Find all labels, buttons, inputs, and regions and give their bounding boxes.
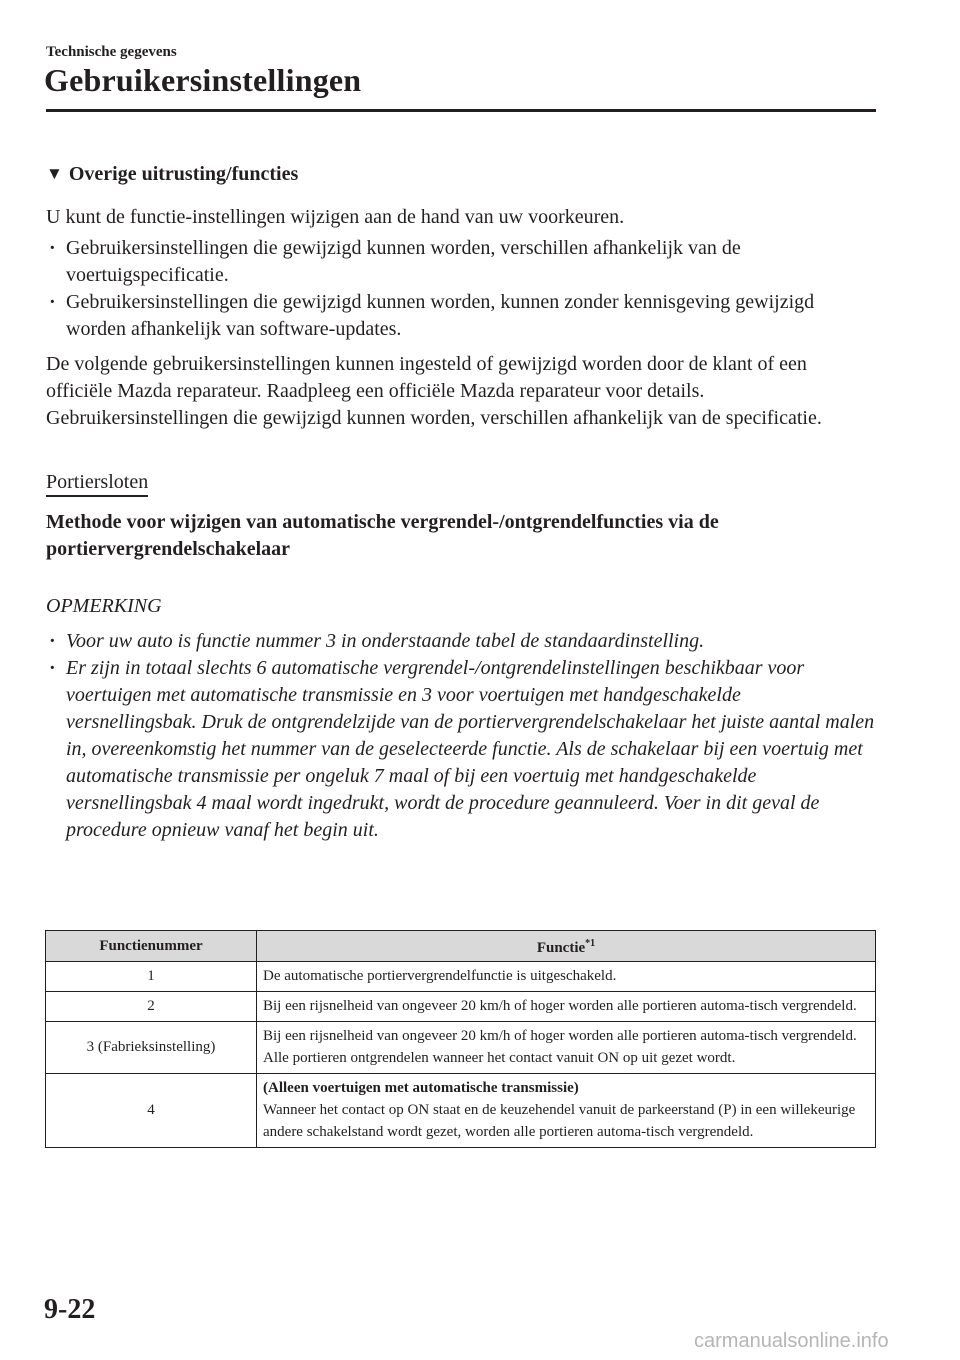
table-row [46, 1074, 876, 1148]
watermark: carmanualsonline.info [694, 1330, 889, 1352]
function-text: De automatische portiervergrendelfunctie is uitgeschakeld. [263, 968, 617, 984]
body-paragraph: De volgende gebruikersinstellingen kunnen ingesteld of gewijzigd worden door de klant of een officiële Mazda reparateur. Raadpleeg een officiële Mazda reparateur voor details. Gebruikersinstellingen die gewijzigd kunnen worden, verschillen afhankelijk van de specificatie. [46, 353, 822, 429]
triangle-down-icon: ▼ [46, 164, 63, 183]
note-item: · Er zijn in totaal slechts 6 automatische vergrendel-/ontgrendelinstellingen beschikbaar voor voertuigen met automatische transmissie en 3 voor voertuigen met handgeschakelde versnellingsbak. Druk de ontgrendelzijde van de portiervergrendelschakelaar het juiste aantal malen in, overeenkomstig het nummer van de geselecteerde functie. Als de schakelaar bij een voertuig met automatische transmissie per ongeluk 7 maal of bij een voertuig met handgeschakelde versnellingsbak 4 maal wordt ingedrukt, wordt de procedure geannuleerd. Voer in dit geval de procedure opnieuw vanaf het begin uit. [46, 655, 876, 844]
footnote-marker: *1 [585, 938, 596, 949]
section-label: Technische gegevens [46, 44, 177, 60]
function-number: 1 [46, 962, 257, 992]
title-divider [46, 109, 876, 112]
table-row [46, 962, 876, 992]
subheading-text: Overige uitrusting/functies [68, 163, 299, 185]
table-row [46, 1022, 876, 1074]
bullet-list [46, 235, 876, 343]
function-number: 2 [46, 992, 257, 1022]
intro-text: U kunt de functie-instellingen wijzigen aan de hand van uw voorkeuren. [46, 206, 625, 228]
table-header-row [46, 931, 876, 962]
subsection-heading: Portiersloten [46, 470, 148, 497]
method-heading: Methode voor wijzigen van automatische vergrendel-/ontgrendelfuncties via de portiervergrendelschakelaar [46, 511, 719, 560]
header-function [257, 931, 876, 962]
function-description [257, 992, 876, 1022]
header-function-label: Functie [536, 940, 586, 956]
function-table [45, 930, 876, 1148]
function-text: Wanneer het contact op ON staat en de keuzehendel vanuit de parkeerstand (P) in een willekeurige andere schakelstand wordt gezet, worden alle portieren automa-tisch vergrendeld. [263, 1102, 856, 1140]
function-text: Bij een rijsnelheid van ongeveer 20 km/h of hoger worden alle portieren automa-tisch vergrendeld. Alle portieren ontgrendelen wanneer het contact vanuit ON op uit gezet wordt. [263, 1028, 857, 1066]
function-condition: (Alleen voertuigen met automatische transmissie) [263, 1080, 579, 1096]
note-list [46, 628, 876, 844]
function-description [257, 1022, 876, 1074]
main-content [46, 160, 876, 844]
bullet-item: · Gebruikersinstellingen die gewijzigd kunnen worden, verschillen afhankelijk van de voertuigspecificatie. [46, 235, 876, 289]
function-number: 4 [46, 1074, 257, 1148]
function-number: 3 (Fabrieksinstelling) [46, 1022, 257, 1074]
function-description [257, 962, 876, 992]
note-label: OPMERKING [46, 595, 162, 617]
page-number: 9-22 [44, 1294, 96, 1325]
table-row [46, 992, 876, 1022]
header-function-number: Functienummer [46, 931, 257, 962]
bullet-item: · Gebruikersinstellingen die gewijzigd kunnen worden, kunnen zonder kennisgeving gewijzigd worden afhankelijk van software-updates. [46, 289, 876, 343]
function-description [257, 1074, 876, 1148]
page-title: Gebruikersinstellingen [44, 62, 362, 98]
subheading [46, 160, 876, 188]
function-text: Bij een rijsnelheid van ongeveer 20 km/h of hoger worden alle portieren automa-tisch vergrendeld. [263, 998, 857, 1014]
note-item: · Voor uw auto is functie nummer 3 in onderstaande tabel de standaardinstelling. [46, 628, 876, 655]
